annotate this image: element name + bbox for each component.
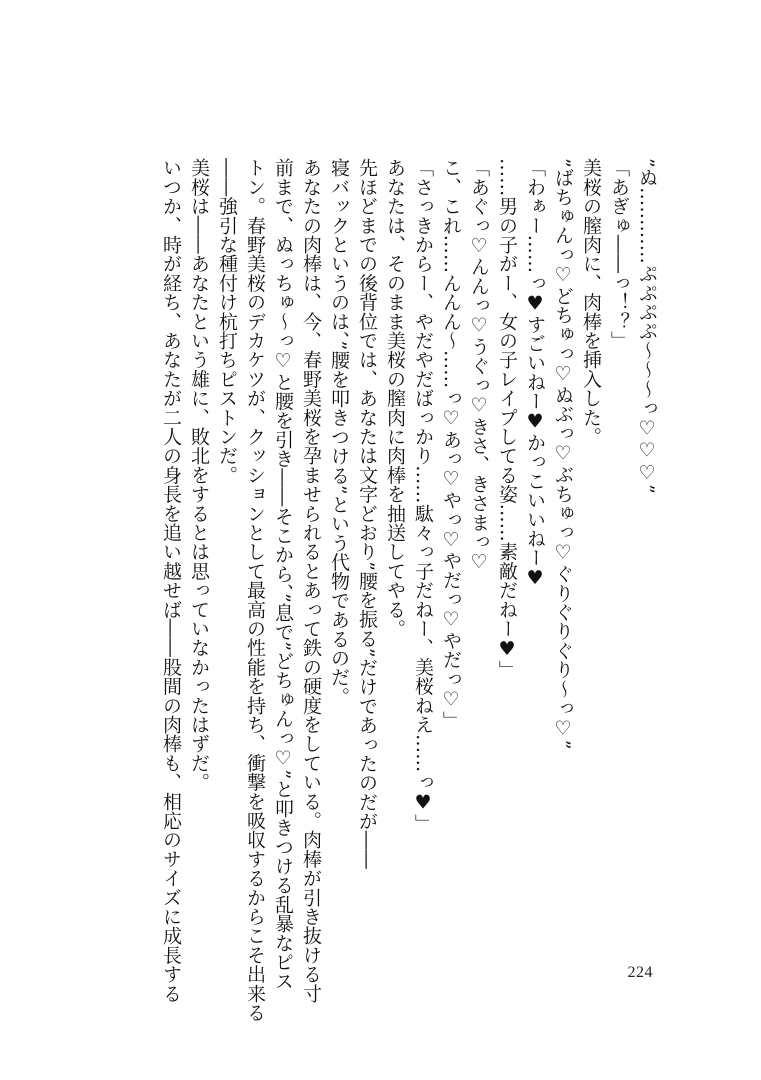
text-line: ”ばちゅんっ♡どちゅっ♡ぬぶっ♡ぶちゅっ♡ぐりぐりぐり〜っ♡” xyxy=(552,158,574,750)
text-line: 寝バックというのは、”腰を叩きつける”という代物であるのだ。 xyxy=(328,158,350,706)
text-line: 前まで、ぬっちゅ〜っ♡と腰を引き――そこから、”息で”どちゅんっ♡”と叩きつける乱暴なピス xyxy=(272,158,294,991)
text-line: ――強引な種付け杭打ちピストンだ。 xyxy=(216,158,238,485)
text-line: 先ほどまでの後背位では、あなたは文字どおり”腰を振る”だけであったのだが―― xyxy=(356,158,378,870)
text-line: 「あぐっ♡んんっ♡うぐっ♡きさ、きさまっ♡ xyxy=(468,158,490,574)
text-line: 「あぎゅ――っ！？」 xyxy=(608,158,630,350)
text-line: ”ぬ…………ぷぷぷぷ〜〜〜っ♡♡♡” xyxy=(636,158,658,495)
text-line: あなたは、そのまま美桜の膣肉に肉棒を抽送してやる。 xyxy=(384,158,406,638)
text-line: 「さっきからー、やだやだばっかり……駄々っ子だねー、美桜ねえ……っ♥」 xyxy=(412,158,434,834)
text-line: こ、これ……んんん〜……っ♡あっ♡やっ♡やだっ♡やだっ♡」 xyxy=(440,158,462,730)
text-line: トン。春野美桜のデカケツが、クッションとして最高の性能を持ち、衝撃を吸収するからこそ出来る xyxy=(244,158,266,1022)
text-line: あなたの肉棒は、今、春野美桜を孕ませられるとあって鉄の硬度をしている。肉棒が引き抜ける寸 xyxy=(300,158,322,1003)
text-line: 「わぁー……っ♥すごいねー♥かっこいいねー♥ xyxy=(524,158,546,590)
text-line: 美桜は――あなたという雄に、敗北をするとは思っていなかったはずだ。 xyxy=(188,158,210,792)
page-number: 224 xyxy=(627,964,653,981)
text-line: 美桜の膣肉に、肉棒を挿入した。 xyxy=(580,158,602,446)
text-line: ……男の子がー、女の子レイプしてる姿……素敵だねー♥」 xyxy=(496,158,518,680)
text-line: いつか、時が経ち、あなたが二人の身長を追い越せば――股間の肉棒も、相応のサイズに成長する xyxy=(160,158,182,1003)
